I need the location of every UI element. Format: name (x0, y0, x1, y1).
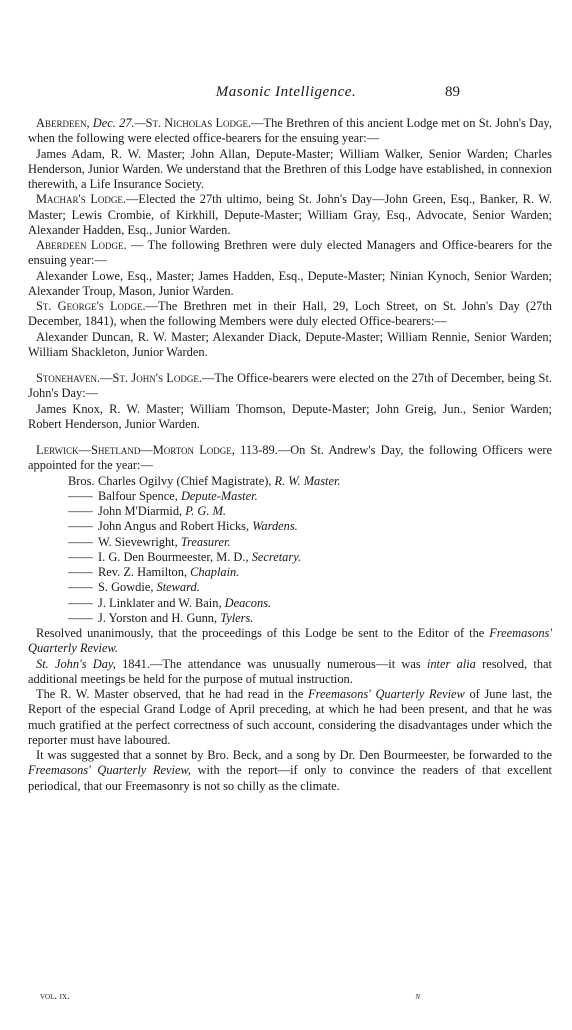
lerwick-text: 113-89.—On St. Andrew's Day, the following Officers were appointed for the year:— (28, 443, 552, 473)
machar-text: —Elected the 27th ultimo, being St. John's Day—John Green, Esq., Banker, R. W. Master; Lewis Crombie, of Kirkhill, Depute-Master; William Gray, Esq., Advocate, Senior Warden; Alexander Hadden, Esq., Junior Warden. (28, 192, 552, 237)
st-johns-day-paragraph (28, 657, 552, 688)
officer-lead: —— (68, 595, 93, 610)
officer-list (68, 474, 552, 627)
officer-names: Balfour Spence, (98, 488, 178, 503)
place-lerwick: Lerwick (36, 443, 79, 457)
st-george-text: —The Brethren met in their Hall, 29, Loch Street, on St. John's Day (27th December, 1841), when the following Members were duly elected Office-bearers:— (28, 299, 552, 329)
st-george-paragraph (28, 299, 552, 330)
officer-names: John Angus and Robert Hicks, (98, 519, 250, 534)
officer-role: Depute-Master. (180, 488, 258, 503)
page-header (0, 84, 572, 104)
signature-mark: n (415, 991, 420, 1002)
officer-lead: —— (68, 534, 93, 549)
officer-names: Charles Ogilvy (Chief Magistrate), (98, 473, 272, 488)
lodge-morton: —Shetland—Morton Lodge, (78, 443, 235, 457)
stonehaven-text: —The Office-bearers were elected on the 27th of December, being St. John's Day:— (28, 371, 552, 401)
lodge-machar: Machar's Lodge. (36, 192, 126, 207)
officer-item (68, 565, 552, 580)
officer-role: Treasurer. (180, 534, 231, 549)
st-johns-day-label: St. John's Day, (36, 656, 116, 671)
aberdeen-lodge-officers: Alexander Lowe, Esq., Master; James Hadden, Esq., Depute-Master; Ninian Kynoch, Senior Warden; Alexander Troup, Mason, Junior Warden. (28, 268, 552, 298)
officer-lead: —— (68, 488, 93, 503)
officer-item (68, 489, 552, 504)
aberdeen-lodge-text: — The following Brethren were duly elected Managers and Office-bearers for the ensuing year:— (28, 238, 552, 268)
stonehaven-paragraph (28, 371, 552, 402)
master-text-2: of June last, the Report of the especial Grand Lodge of April preceding, at which he had been present, and that he was much gratified at the perfect correctness of such account, considering the disadvantages under which the reporter must have laboured. (28, 687, 552, 747)
officer-item (68, 535, 552, 550)
officer-role: Deacons. (224, 595, 272, 610)
running-title: Masonic Intelligence. (215, 84, 357, 100)
officer-names: J. Linklater and W. Bain, (98, 595, 222, 610)
officer-names: I. G. Den Bourmeester, M. D., (98, 549, 249, 564)
master-paragraph (28, 687, 552, 748)
officer-lead: —— (68, 504, 93, 518)
sonnet-text-2: with the report—if only to convince the readers of that excellent periodical, that our Freemasonry is not so chilly as the climate. (28, 763, 552, 793)
officer-lead: —— (68, 580, 93, 595)
officer-names: W. Sievewright, (98, 534, 178, 549)
officer-item (68, 596, 552, 611)
page-footer (40, 991, 420, 1002)
aberdeen-paragraph (28, 116, 552, 147)
officer-names: S. Gowdie, (98, 580, 154, 595)
officer-lead: —— (68, 565, 93, 579)
sonnet-review: Freemasons' Quarterly Review, (28, 763, 191, 778)
inter-alia: inter alia (426, 656, 476, 671)
resolved-paragraph (28, 626, 552, 657)
officer-names: J. Yorston and H. Gunn, (98, 610, 218, 625)
sonnet-text: It was suggested that a sonnet by Bro. Beck, and a song by Dr. Den Bourmeester, be forwarded to the (36, 748, 552, 762)
aberdeen-officers: James Adam, R. W. Master; John Allan, Depute-Master; William Walker, Senior Warden; Charles Henderson, Junior Warden. We understand that the Brethren of this Lodge have established, in connexion therewith, a Life Insurance Society. (28, 146, 552, 191)
lodge-aberdeen: Aberdeen Lodge. (36, 238, 127, 252)
officer-role: P. G. M. (185, 504, 226, 518)
sonnet-paragraph (28, 748, 552, 794)
st-johns-day-text-2: resolved, that additional meetings be held for the purpose of mutual instruction. (28, 656, 552, 686)
officer-item (68, 580, 552, 595)
master-review: Freemasons' Quarterly Review (308, 687, 465, 701)
review-title: Freemasons' Quarterly Review. (28, 626, 552, 656)
officer-role: Chaplain. (190, 565, 240, 579)
st-george-officers: Alexander Duncan, R. W. Master; Alexander Diack, Depute-Master; William Rennie, Senior Warden; William Shackleton, Junior Warden. (28, 329, 552, 359)
aberdeen-lodge-paragraph (28, 238, 552, 269)
officer-item (68, 550, 552, 565)
st-johns-day-text: 1841.—The attendance was unusually numerous—it was (115, 656, 427, 671)
officer-lead: Bros. (68, 473, 95, 488)
machar-paragraph (28, 192, 552, 238)
officer-names: Rev. Z. Hamilton, (98, 565, 188, 579)
volume-label: vol. ix. (40, 991, 70, 1002)
officer-lead: —— (68, 519, 93, 534)
master-text: The R. W. Master observed, that he had read in the (36, 687, 309, 701)
lodge-st-george: St. George's Lodge. (36, 299, 146, 313)
place-stonehaven: Stonehaven. (36, 371, 101, 385)
place-aberdeen: Aberdeen, (36, 116, 90, 130)
officer-item (68, 504, 552, 519)
officer-role: Secretary. (251, 549, 302, 564)
stonehaven-officers: James Knox, R. W. Master; William Thomson, Depute-Master; John Greig, Jun., Senior Warden; Robert Henderson, Junior Warden. (28, 401, 552, 431)
lodge-st-nicholas: St. Nicholas Lodge. (145, 116, 252, 130)
resolved-text: Resolved unanimously, that the proceedings of this Lodge be sent to the Editor of the (36, 626, 490, 640)
officer-role: Tylers. (220, 610, 254, 625)
officer-item (68, 519, 552, 534)
aberdeen-date: Dec. 27.— (89, 116, 146, 130)
lodge-st-john: —St. John's Lodge. (100, 371, 202, 385)
lerwick-paragraph (28, 443, 552, 474)
article-body (28, 116, 552, 794)
officer-names: John M'Diarmid, (98, 504, 183, 518)
officer-role: R. W. Master. (274, 473, 341, 488)
officer-role: Steward. (156, 580, 200, 595)
aberdeen-text: —The Brethren of this ancient Lodge met on St. John's Day, when the following were elected office-bearers for the ensuing year:— (28, 116, 552, 146)
officer-item (68, 474, 552, 489)
officer-role: Wardens. (252, 519, 298, 534)
officer-item (68, 611, 552, 626)
page-number: 89 (445, 84, 460, 100)
officer-lead: —— (68, 610, 93, 625)
officer-lead: —— (68, 549, 93, 564)
